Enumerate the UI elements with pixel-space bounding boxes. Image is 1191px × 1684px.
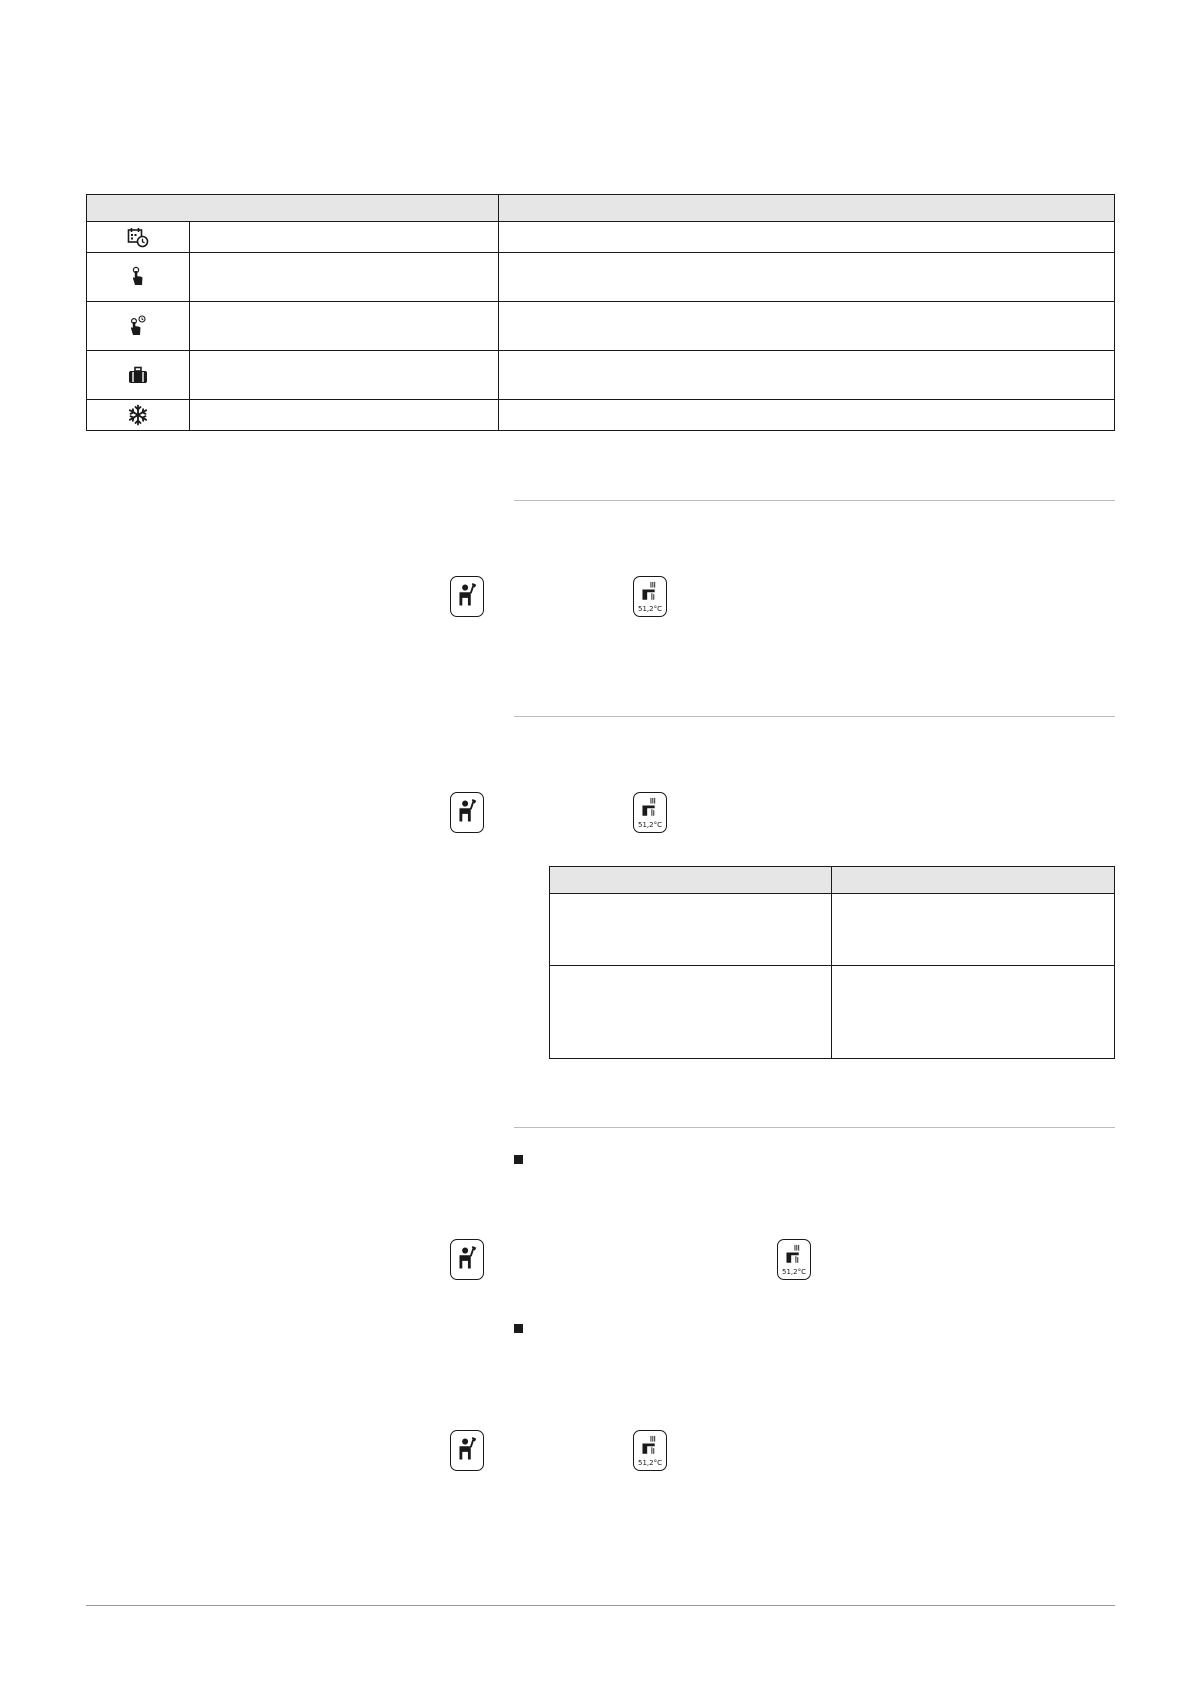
installer-button [450, 792, 484, 833]
mode-name [190, 351, 499, 400]
table-row [87, 253, 1115, 302]
table-cell [550, 894, 832, 966]
dhw-temperature: 51,2°C [638, 821, 662, 829]
mode-description [499, 302, 1115, 351]
mode-description [499, 351, 1115, 400]
bullet-marker [514, 1324, 523, 1333]
mode-table [86, 194, 1115, 431]
dhw-button [633, 576, 667, 617]
table-row [87, 400, 1115, 431]
installer-icon [451, 577, 483, 616]
table-row [87, 222, 1115, 253]
hand-pointer-icon [127, 266, 149, 288]
section-divider [514, 1127, 1115, 1128]
installer-button [450, 576, 484, 617]
table-row [550, 966, 1115, 1059]
dhw-temperature: 51,2°C [638, 1459, 662, 1467]
mode-table-header-mode [87, 195, 499, 222]
table-row [87, 302, 1115, 351]
installer-icon [451, 1240, 483, 1279]
mode-description [499, 222, 1115, 253]
dhw-button [633, 792, 667, 833]
bullet-marker [514, 1155, 523, 1164]
installer-button [450, 1430, 484, 1471]
section-divider [514, 716, 1115, 717]
settings-table [549, 866, 1115, 1059]
table-cell [832, 894, 1115, 966]
snowflake-icon [127, 404, 149, 426]
mode-description [499, 253, 1115, 302]
table-row [550, 894, 1115, 966]
mode-description [499, 400, 1115, 431]
dhw-button [633, 1430, 667, 1471]
table-cell [832, 966, 1115, 1059]
dhw-button [777, 1239, 811, 1280]
section-divider [514, 500, 1115, 501]
footer-divider [86, 1605, 1115, 1606]
installer-icon [451, 793, 483, 832]
table-row [87, 351, 1115, 400]
settings-table-header [832, 867, 1115, 894]
suitcase-icon [127, 364, 149, 386]
dhw-temperature: 51,2°C [638, 605, 662, 613]
mode-name [190, 302, 499, 351]
mode-name [190, 253, 499, 302]
mode-name [190, 222, 499, 253]
table-cell [550, 966, 832, 1059]
mode-name [190, 400, 499, 431]
installer-button [450, 1239, 484, 1280]
hand-pointer-timer-icon [127, 315, 149, 337]
installer-icon [451, 1431, 483, 1470]
calendar-clock-icon [127, 226, 149, 248]
dhw-temperature: 51,2°C [782, 1268, 806, 1276]
mode-table-header-description [499, 195, 1115, 222]
settings-table-header [550, 867, 832, 894]
